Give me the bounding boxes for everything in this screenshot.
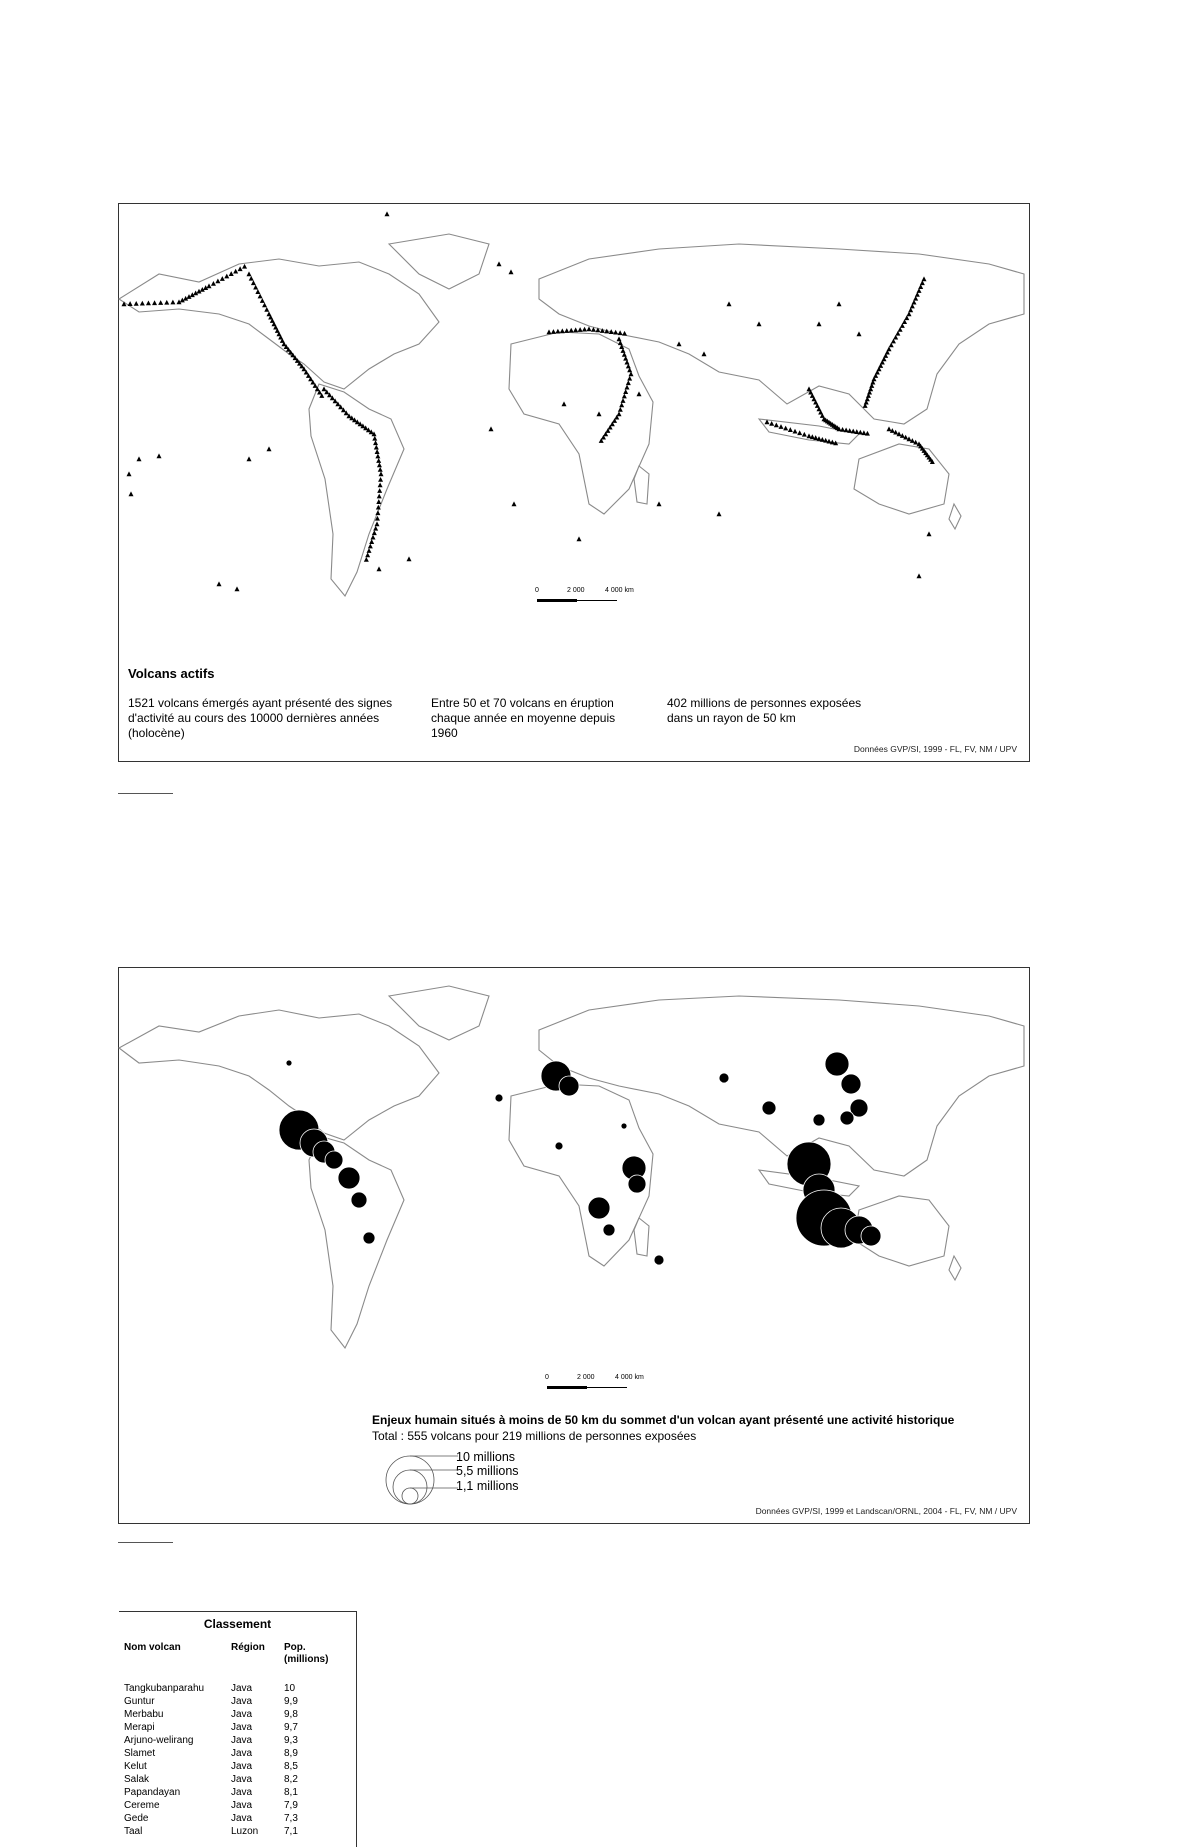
population-circle [654, 1255, 664, 1265]
scale-bar-solid [547, 1386, 587, 1389]
volcano-marker [373, 440, 378, 445]
scale-label-end: 4 000 km [615, 1374, 644, 1381]
volcano-marker [865, 431, 870, 436]
volcano-marker [677, 341, 682, 346]
volcano-marker [587, 326, 592, 331]
volcano-marker [242, 264, 247, 269]
volcano-marker [122, 301, 127, 306]
ranking-cell-pop: 7,9 [284, 1800, 298, 1811]
ranking-cell-name: Merapi [124, 1722, 155, 1733]
ranking-cell-pop: 9,3 [284, 1735, 298, 1746]
divider-mark [118, 1542, 173, 1543]
data-credit: Données GVP/SI, 1999 et Landscan/ORNL, 2004 - FL, FV, NM / UPV [755, 1506, 1017, 1516]
ranking-cell-name: Slamet [124, 1748, 156, 1759]
volcano-marker [134, 301, 139, 306]
ranking-cell-pop: 8,9 [284, 1748, 298, 1759]
ranking-cell-region: Java [231, 1774, 253, 1785]
volcano-marker [376, 458, 381, 463]
volcano-markers [119, 204, 1029, 684]
volcano-marker [604, 329, 609, 334]
volcano-marker [378, 483, 383, 488]
volcano-marker [591, 327, 596, 332]
scale-bar-line [587, 1387, 627, 1388]
volcano-marker [375, 449, 380, 454]
volcano-marker [376, 499, 381, 504]
ranking-cell-pop: 9,9 [284, 1696, 298, 1707]
volcano-marker [247, 456, 252, 461]
volcano-marker [702, 351, 707, 356]
ranking-cell-name: Merbabu [124, 1709, 164, 1720]
volcano-marker [407, 556, 412, 561]
volcano-marker [378, 467, 383, 472]
volcano-marker [817, 321, 822, 326]
ranking-cell-pop: 7,1 [284, 1826, 298, 1837]
ranking-cell-region: Java [231, 1800, 253, 1811]
volcano-marker [249, 276, 254, 281]
volcano-marker [235, 586, 240, 591]
volcano-marker [562, 401, 567, 406]
volcano-marker [625, 385, 630, 390]
volcano-marker [220, 276, 225, 281]
volcano-marker [371, 535, 376, 540]
volcano-marker [137, 456, 142, 461]
volcano-marker [264, 307, 269, 312]
size-label-large: 10 millions [456, 1450, 516, 1464]
volcano-marker [727, 301, 732, 306]
map-subtitle: Total : 555 volcans pour 219 millions de personnes exposées [372, 1429, 697, 1443]
ranking-cell-region: Java [231, 1761, 253, 1772]
volcano-marker [377, 566, 382, 571]
divider-mark [118, 793, 173, 794]
volcano-marker [774, 423, 779, 428]
header-pop: Pop. (millions) [284, 1642, 329, 1665]
volcano-marker [788, 427, 793, 432]
data-credit: Données GVP/SI, 1999 - FL, FV, NM / UPV [853, 744, 1017, 754]
volcano-marker [509, 269, 514, 274]
volcano-marker [229, 271, 234, 276]
volcano-marker [717, 511, 722, 516]
volcano-marker [367, 548, 372, 553]
scale-label-mid: 2 000 [577, 1374, 595, 1381]
population-circle [351, 1192, 367, 1208]
volcano-marker [378, 477, 383, 482]
volcano-marker [170, 300, 175, 305]
ranking-cell-name: Gede [124, 1813, 149, 1824]
header-region: Région [231, 1642, 265, 1653]
volcano-marker [619, 403, 624, 408]
volcano-marker [512, 501, 517, 506]
population-circle [825, 1052, 849, 1076]
population-circle [841, 1074, 861, 1094]
ranking-cell-name: Cereme [124, 1800, 160, 1811]
volcano-marker [267, 446, 272, 451]
volcano-marker [368, 544, 373, 549]
volcano-marker [385, 211, 390, 216]
volcano-marker [217, 581, 222, 586]
population-circle [621, 1123, 627, 1129]
size-label-small: 1,1 millions [456, 1479, 519, 1493]
volcano-marker [595, 328, 600, 333]
ranking-cell-region: Java [231, 1748, 253, 1759]
volcano-marker [551, 329, 556, 334]
ranking-cell-pop: 9,7 [284, 1722, 298, 1733]
volcano-marker [802, 432, 807, 437]
volcano-marker [637, 391, 642, 396]
volcano-marker [129, 491, 134, 496]
ranking-cell-name: Salak [124, 1774, 150, 1785]
scale-label-zero: 0 [535, 587, 539, 594]
volcano-marker [373, 526, 378, 531]
volcano-marker [238, 266, 243, 271]
volcano-marker [600, 328, 605, 333]
ranking-cell-region: Java [231, 1722, 253, 1733]
legend-circle-large [386, 1456, 434, 1504]
population-circle [588, 1197, 610, 1219]
volcano-marker [857, 331, 862, 336]
volcano-marker [623, 389, 628, 394]
volcano-marker [377, 488, 382, 493]
ranking-cell-name: Kelut [124, 1761, 147, 1772]
volcano-marker [613, 330, 618, 335]
size-legend [372, 1450, 572, 1506]
volcano-marker [157, 453, 162, 458]
volcano-marker [146, 301, 151, 306]
population-circle [603, 1224, 615, 1236]
volcano-marker [793, 429, 798, 434]
volcano-marker [158, 300, 163, 305]
volcano-marker [765, 419, 770, 424]
population-circle [719, 1073, 729, 1083]
volcano-marker [622, 394, 627, 399]
volcano-marker [322, 386, 327, 391]
legend-circle-medium [393, 1470, 427, 1504]
population-circle [338, 1167, 360, 1189]
volcano-marker [215, 279, 220, 284]
volcano-marker [211, 281, 216, 286]
volcano-marker [582, 327, 587, 332]
volcano-marker [374, 445, 379, 450]
volcano-marker [564, 328, 569, 333]
population-circle [861, 1226, 881, 1246]
volcano-marker [917, 573, 922, 578]
scale-label-zero: 0 [545, 1374, 549, 1381]
map-title: Enjeux humain situés à moins de 50 km du sommet d'un volcan ayant présenté une activité historique [372, 1413, 955, 1427]
ranking-cell-name: Papandayan [124, 1787, 181, 1798]
ranking-cell-pop: 8,5 [284, 1761, 298, 1772]
ranking-cell-region: Luzon [231, 1826, 259, 1837]
legend-circle-small [402, 1488, 418, 1504]
volcano-marker [609, 329, 614, 334]
volcano-marker [577, 536, 582, 541]
volcano-marker [255, 289, 260, 294]
legend-title: Volcans actifs [128, 666, 215, 681]
volcano-marker [251, 280, 256, 285]
volcano-marker [757, 321, 762, 326]
volcano-marker [927, 531, 932, 536]
volcano-marker [258, 294, 263, 299]
volcano-marker [617, 411, 622, 416]
volcano-marker [547, 329, 552, 334]
volcano-marker [233, 269, 238, 274]
ranking-cell-region: Java [231, 1683, 253, 1694]
volcano-marker [617, 336, 622, 341]
volcano-marker [375, 510, 380, 515]
ranking-table [119, 1611, 357, 1847]
volcano-marker [369, 539, 374, 544]
volcano-marker [837, 301, 842, 306]
volcano-marker [627, 376, 632, 381]
volcano-marker [260, 298, 265, 303]
volcano-marker [140, 301, 145, 306]
ranking-cell-region: Java [231, 1696, 253, 1707]
exposed-population-map [118, 967, 1030, 1837]
stat-volcano-count: 1521 volcans émergés ayant présenté des signes d'activité au cours des 10000 dernières années (holocène) [128, 696, 393, 740]
volcano-marker [375, 516, 380, 521]
volcano-marker [555, 329, 560, 334]
volcano-marker [621, 398, 626, 403]
size-label-medium: 5,5 millions [456, 1464, 519, 1478]
stat-eruptions-per-year: Entre 50 et 70 volcans en éruption chaque année en moyenne depuis 1960 [431, 696, 616, 740]
size-legend-circles [372, 1450, 462, 1506]
ranking-cell-pop: 7,3 [284, 1813, 298, 1824]
volcano-marker [164, 300, 169, 305]
scale-label-mid: 2 000 [567, 587, 585, 594]
ranking-cell-name: Taal [124, 1826, 143, 1837]
volcano-marker [489, 426, 494, 431]
volcano-marker [372, 436, 377, 441]
volcano-marker [769, 421, 774, 426]
population-circle [628, 1175, 646, 1193]
active-volcanoes-map [118, 203, 1030, 762]
ranking-cell-pop: 9,8 [284, 1709, 298, 1720]
volcano-marker [497, 261, 502, 266]
volcano-marker [379, 471, 384, 476]
scale-bar-solid [537, 599, 577, 602]
volcano-marker [376, 505, 381, 510]
volcano-marker [364, 557, 369, 562]
ranking-title: Classement [203, 1617, 272, 1631]
population-circle [555, 1142, 563, 1150]
ranking-cell-name: Arjuno-welirang [124, 1735, 194, 1746]
volcano-marker [626, 380, 631, 385]
ranking-cell-pop: 10 [284, 1683, 296, 1694]
population-circle [762, 1101, 776, 1115]
population-circle [840, 1111, 854, 1125]
volcano-marker [377, 463, 382, 468]
volcano-marker [597, 411, 602, 416]
volcano-marker [887, 426, 892, 431]
population-circle [813, 1114, 825, 1126]
ranking-cell-region: Java [231, 1709, 253, 1720]
volcano-marker [253, 285, 258, 290]
volcano-marker [622, 331, 627, 336]
scale-bar-line [577, 600, 617, 601]
volcano-marker [578, 327, 583, 332]
volcano-marker [377, 494, 382, 499]
ranking-cell-pop: 8,2 [284, 1774, 298, 1785]
stat-exposed-population: 402 millions de personnes exposées dans un rayon de 50 km [667, 696, 862, 725]
volcano-marker [207, 283, 212, 288]
volcano-marker [224, 274, 229, 279]
volcano-marker [779, 424, 784, 429]
volcano-marker [797, 430, 802, 435]
population-circles [119, 968, 1029, 1448]
volcano-marker [657, 501, 662, 506]
volcano-marker [560, 328, 565, 333]
volcano-marker [365, 553, 370, 558]
ranking-cell-name: Tangkubanparahu [124, 1683, 205, 1694]
volcano-marker [375, 521, 380, 526]
population-circle [495, 1094, 503, 1102]
volcano-marker [569, 328, 574, 333]
volcano-marker [262, 303, 267, 308]
ranking-cell-region: Java [231, 1787, 253, 1798]
header-name: Nom volcan [124, 1642, 181, 1653]
volcano-marker [372, 530, 377, 535]
volcano-marker [573, 327, 578, 332]
volcano-marker [375, 454, 380, 459]
population-circle [363, 1232, 375, 1244]
volcano-marker [618, 330, 623, 335]
population-circle [325, 1151, 343, 1169]
population-circle [559, 1076, 579, 1096]
volcano-marker [783, 426, 788, 431]
ranking-cell-region: Java [231, 1813, 253, 1824]
volcano-marker [247, 271, 252, 276]
volcano-marker [127, 471, 132, 476]
volcano-marker [618, 407, 623, 412]
volcano-marker [128, 301, 133, 306]
ranking-cell-pop: 8,1 [284, 1787, 298, 1798]
ranking-cell-region: Java [231, 1735, 253, 1746]
ranking-cell-name: Guntur [124, 1696, 155, 1707]
population-circle [286, 1060, 292, 1066]
scale-label-end: 4 000 km [605, 587, 634, 594]
volcano-marker [152, 300, 157, 305]
